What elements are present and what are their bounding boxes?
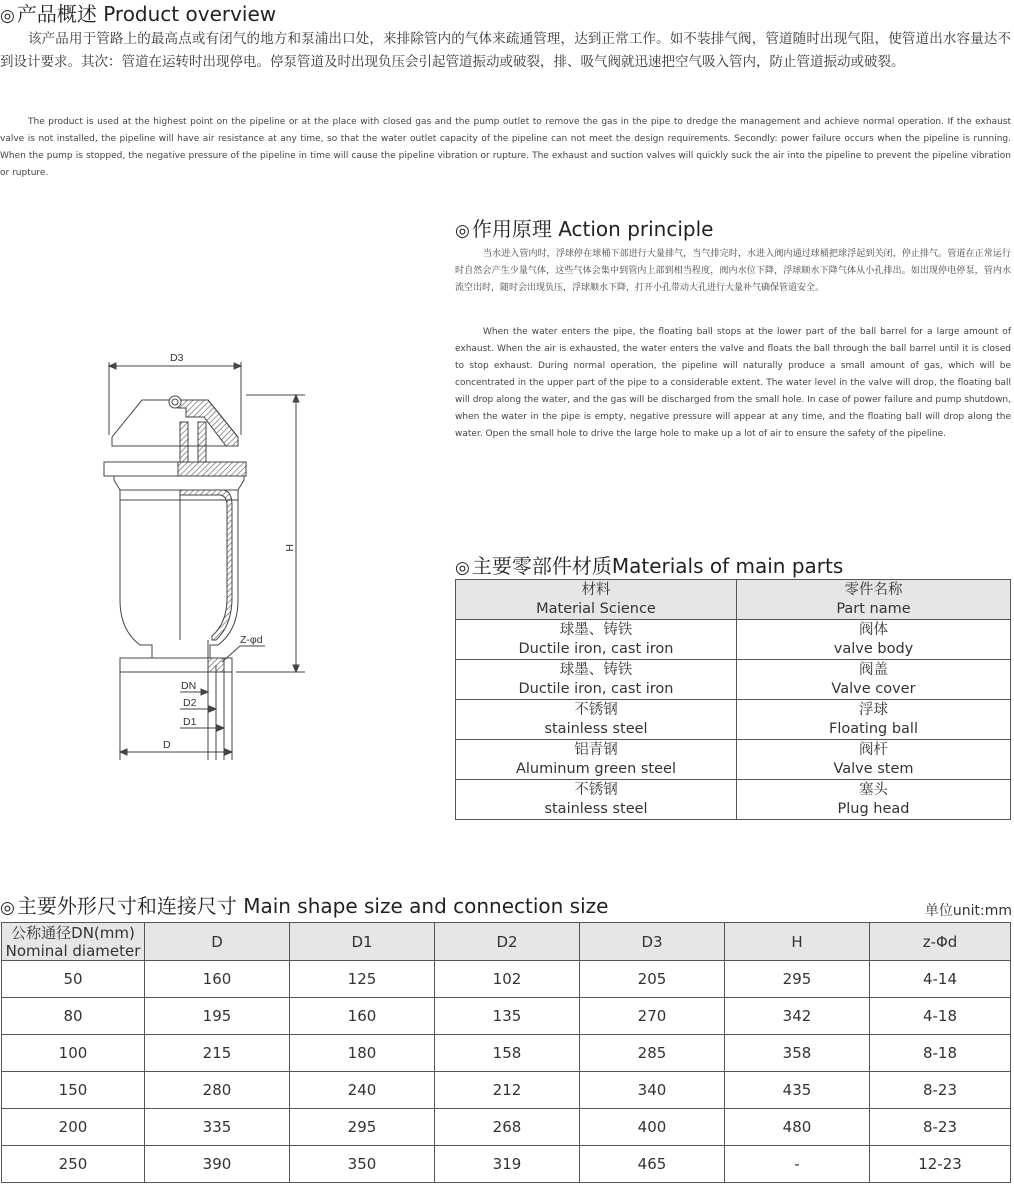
table-cell: 285: [580, 1035, 725, 1072]
table-cell: 150: [2, 1072, 145, 1109]
table-cell: 350: [290, 1146, 435, 1183]
material-cn: 球墨、铸铁: [559, 621, 633, 638]
materials-header-row: [456, 580, 1011, 620]
table-cell: 268: [435, 1109, 580, 1146]
table-cell: 212: [435, 1072, 580, 1109]
overview-cn-paragraph: 该产品用于管路上的最高点或有闭气的地方和泵浦出口处，来排除管内的气体来疏通管理，达到正常工作。如不装排气阀，管道随时出现气阻，使管道出水容量达不到设计要求。其次：管道在运转时出现停电。停泵管道及时出现负压会引起管道振动或破裂，排、吸气阀就迅速把空气吸入管内，防止管道振动或破裂。: [0, 31, 1011, 70]
principle-title-text: 作用原理 Action principle: [471, 217, 714, 241]
table-cell: 435: [725, 1072, 870, 1109]
table-cell: 160: [145, 961, 290, 998]
label-d1: D1: [183, 716, 197, 728]
table-cell: 180: [290, 1035, 435, 1072]
principle-title: [455, 213, 713, 242]
material-en: stainless steel: [544, 800, 648, 817]
material-en: Ductile iron, cast iron: [518, 640, 674, 657]
table-row: [2, 998, 1011, 1035]
table-cell: 270: [580, 998, 725, 1035]
d2-header-cell: D2: [435, 923, 580, 961]
table-cell: 205: [580, 961, 725, 998]
table-cell: 195: [145, 998, 290, 1035]
table-row: [456, 780, 1011, 820]
table-cell: 12-23: [870, 1146, 1011, 1183]
principle-cn-paragraph: 当水进入管内时，浮球停在球桶下部进行大量排气，当气排完时，水进入阀内通过球桶把球浮起到关闭，停止排气。管道在正常运行时自然会产生少量气体，这些气体会集中到管内上部到相当程度，阀内水位下降，浮球顺水下降气体从小孔排出。如出现停电停泵，管内水流空出时，随时会出现负压，浮球顺水下降，打开小孔带动大孔进行大量补气确保管道安全。: [455, 249, 1011, 293]
materials-title: [455, 550, 843, 579]
table-row: [456, 660, 1011, 700]
table-cell: 80: [2, 998, 145, 1035]
d1-header-cell: D1: [290, 923, 435, 961]
table-row: [2, 1035, 1011, 1072]
table-row: [456, 700, 1011, 740]
table-cell: 8-23: [870, 1072, 1011, 1109]
dn-header-cn: 公称通径DN(mm): [11, 923, 135, 942]
part-cell: [737, 660, 1011, 700]
table-cell: 240: [290, 1072, 435, 1109]
dimensions-title-text: 主要外形尺寸和连接尺寸 Main shape size and connection size: [16, 894, 609, 918]
material-en: Ductile iron, cast iron: [518, 680, 674, 697]
zd-header-cell: z-Φd: [870, 923, 1011, 961]
table-cell: 295: [290, 1109, 435, 1146]
table-cell: 319: [435, 1146, 580, 1183]
table-cell: 480: [725, 1109, 870, 1146]
material-cell: [456, 700, 737, 740]
double-circle-icon: ◎: [455, 558, 470, 578]
part-cell: [737, 700, 1011, 740]
materials-table: [455, 579, 1011, 820]
part-header-cell: [737, 580, 1011, 620]
material-cell: [456, 620, 737, 660]
table-cell: 125: [290, 961, 435, 998]
table-cell: 160: [290, 998, 435, 1035]
table-cell: 250: [2, 1146, 145, 1183]
table-row: [2, 961, 1011, 998]
material-header-en: Material Science: [536, 600, 656, 617]
material-cn: 铝青钢: [574, 741, 618, 758]
material-cell: [456, 660, 737, 700]
part-header-cn: 零件名称: [844, 581, 903, 598]
label-d: D: [163, 739, 171, 751]
table-cell: 400: [580, 1109, 725, 1146]
part-cn: 塞头: [859, 781, 888, 798]
material-cell: [456, 740, 737, 780]
table-cell: 50: [2, 961, 145, 998]
part-en: Floating ball: [829, 720, 918, 737]
part-en: Plug head: [837, 800, 910, 817]
double-circle-icon: ◎: [0, 6, 15, 26]
table-cell: 215: [145, 1035, 290, 1072]
table-row: [456, 740, 1011, 780]
table-row: [2, 1072, 1011, 1109]
table-cell: -: [725, 1146, 870, 1183]
materials-title-text: 主要零部件材质Materials of main parts: [471, 554, 844, 578]
table-cell: 4-14: [870, 961, 1011, 998]
double-circle-icon: ◎: [455, 221, 470, 241]
dn-header-en: Nominal diameter: [5, 941, 141, 960]
table-row: [2, 1146, 1011, 1183]
part-en: Valve stem: [833, 760, 914, 777]
part-cell: [737, 620, 1011, 660]
table-cell: 8-23: [870, 1109, 1011, 1146]
table-cell: 342: [725, 998, 870, 1035]
material-cn: 球墨、铸铁: [559, 661, 633, 678]
valve-drawing: [100, 340, 330, 760]
material-en: stainless steel: [544, 720, 648, 737]
table-cell: 358: [725, 1035, 870, 1072]
d-header-cell: D: [145, 923, 290, 961]
material-cn: 不锈钢: [574, 781, 618, 798]
table-cell: 200: [2, 1109, 145, 1146]
material-header-cn: 材料: [581, 581, 611, 598]
dimensions-table: [1, 922, 1011, 1183]
part-cn: 阀盖: [859, 661, 888, 678]
d3-header-cell: D3: [580, 923, 725, 961]
part-cn: 阀体: [859, 621, 888, 638]
label-d2: D2: [183, 697, 197, 709]
overview-en-paragraph: The product is used at the highest point on the pipeline or at the place with closed gas and the pump outlet to remove the gas in the pipe to dredge the management and achieve normal operation. If the exhaust valve is not installed, the pipeline will have air resistance at any time, so that the water outlet capacity of the pipeline can not meet the design requirements. Secondly: power failure occurs when the pipeline is running. When the pump is stopped, the negative pressure of the pipeline in time will cause the pipeline vibration or rupture. The exhaust and suction valves will quickly suck the air into the pipeline to prevent the pipeline vibration or rupture.: [0, 117, 1011, 178]
label-d3: D3: [170, 352, 184, 364]
table-cell: 102: [435, 961, 580, 998]
table-cell: 135: [435, 998, 580, 1035]
material-en: Aluminum green steel: [515, 760, 676, 777]
table-row: [2, 1109, 1011, 1146]
label-h: H: [283, 544, 295, 552]
label-dn: DN: [181, 680, 197, 692]
table-cell: 280: [145, 1072, 290, 1109]
dimensions-title: [0, 890, 608, 919]
table-cell: 4-18: [870, 998, 1011, 1035]
dn-header-cell: [2, 923, 145, 961]
material-header-cell: [456, 580, 737, 620]
overview-title-text: 产品概述 Product overview: [16, 2, 277, 26]
double-circle-icon: ◎: [0, 898, 15, 918]
part-en: Valve cover: [831, 680, 916, 697]
label-zd: Z-φd: [240, 634, 263, 646]
part-cn: 阀杆: [859, 741, 888, 758]
table-cell: 335: [145, 1109, 290, 1146]
table-cell: 295: [725, 961, 870, 998]
part-en: valve body: [833, 640, 914, 657]
material-cn: 不锈钢: [574, 701, 618, 718]
material-cell: [456, 780, 737, 820]
table-cell: 100: [2, 1035, 145, 1072]
part-header-en: Part name: [836, 600, 911, 617]
part-cell: [737, 740, 1011, 780]
table-cell: 390: [145, 1146, 290, 1183]
principle-en-paragraph: When the water enters the pipe, the floating ball stops at the lower part of the ball barrel for a large amount of exhaust. When the air is exhausted, the water enters the valve and floats the ball through the ball barrel until it is closed to stop exhaust. During normal operation, the pipeline will naturally produce a small amount of gas, which will be concentrated in the upper part of the pipe to a considerable extent. The water level in the valve will drop, the floating ball will drop along the water, and the gas will be discharged from the small hole. In case of power failure and pump shutdown, when the water in the pipe is empty, negative pressure will appear at any time, and the floating ball will drop along the water. Open the small hole to drive the large hole to make up a lot of air to ensure the safety of the pipeline.: [455, 327, 1011, 439]
h-header-cell: H: [725, 923, 870, 961]
overview-title: [0, 0, 276, 27]
part-cn: 浮球: [859, 701, 888, 718]
table-cell: 340: [580, 1072, 725, 1109]
dims-header-row: [2, 923, 1011, 961]
table-cell: 465: [580, 1146, 725, 1183]
part-cell: [737, 780, 1011, 820]
table-cell: 158: [435, 1035, 580, 1072]
table-cell: 8-18: [870, 1035, 1011, 1072]
table-row: [456, 620, 1011, 660]
unit-label: 单位unit:mm: [924, 903, 1012, 919]
